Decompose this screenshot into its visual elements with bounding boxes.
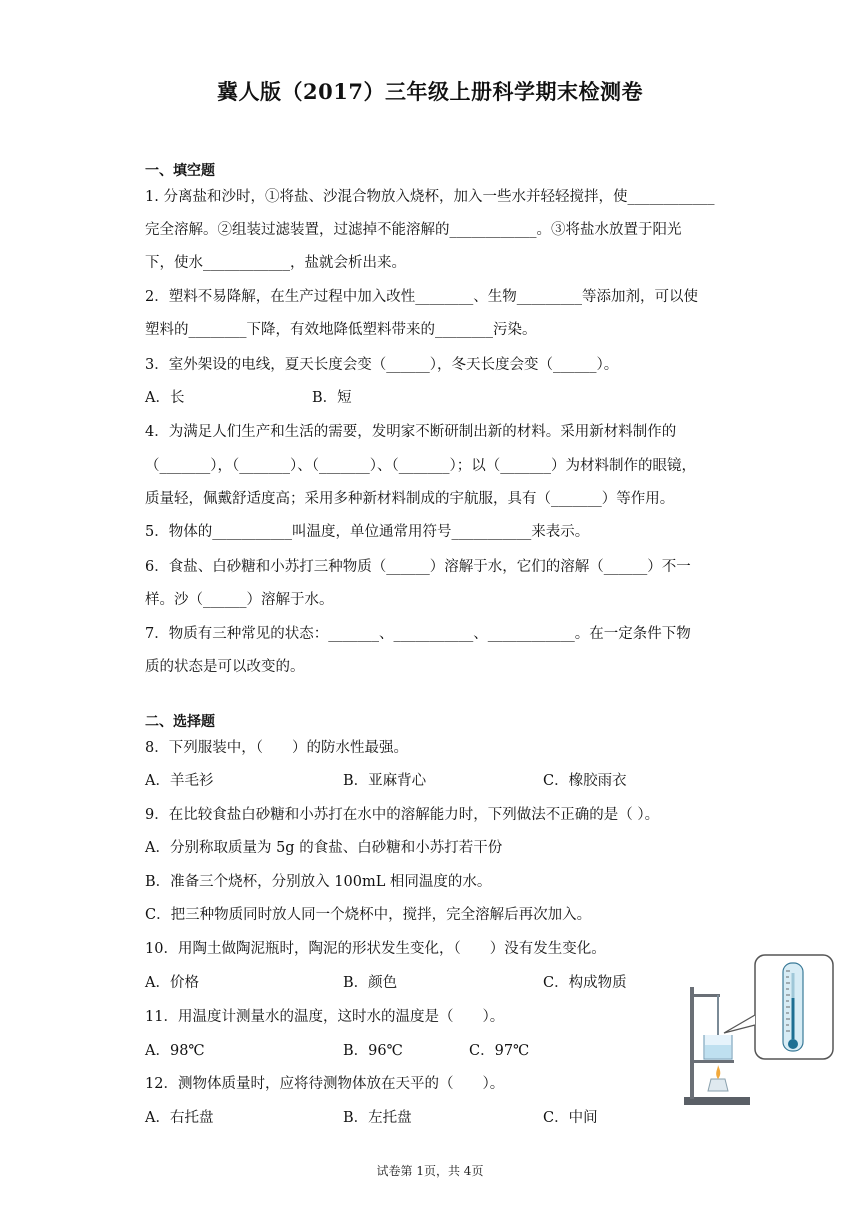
section-fill-heading: 一、填空题 <box>145 163 215 179</box>
question-9-option-b: B．准备三个烧杯，分别放入 100mL 相同温度的水。 <box>145 874 492 890</box>
question-10: 10．用陶土做陶泥瓶时，陶泥的形状发生变化，（ ）没有发生变化。 <box>145 941 606 957</box>
question-8-option-b: B．亚麻背心 <box>343 773 427 789</box>
question-6-line-1: 6．食盐、白砂糖和小苏打三种物质（______）溶解于水，它们的溶解（______）不一 <box>145 559 691 575</box>
question-9: 9．在比较食盐白砂糖和小苏打在水中的溶解能力时，下列做法不正确的是（ ）。 <box>145 807 660 823</box>
page-title: 冀人版（2017）三年级上册科学期末检测卷 <box>217 79 643 104</box>
question-11-option-a: A．98℃ <box>145 1043 205 1059</box>
question-12: 12．测物体质量时，应将待测物体放在天平的（ ）。 <box>145 1076 505 1092</box>
question-11: 11．用温度计测量水的温度，这时水的温度是（ ）。 <box>145 1009 505 1025</box>
question-11-option-c: C．97℃ <box>469 1043 530 1059</box>
question-1-line-1: 1. 分离盐和沙时，①将盐、沙混合物放入烧杯，加入一些水并轻轻搅拌，使____________ <box>145 189 715 205</box>
question-3-option-a: A．长 <box>145 390 185 406</box>
question-8-option-c: C．橡胶雨衣 <box>543 773 627 789</box>
question-1-line-3: 下，使水____________，盐就会析出来。 <box>145 255 406 271</box>
question-12-option-c: C．中间 <box>543 1110 598 1126</box>
question-4-line-2: （_______），（_______）、（_______）、（_______）；以（_______）为材料制作的眼镜， <box>145 458 696 474</box>
question-5: 5．物体的___________叫温度，单位通常用符号___________来表示。 <box>145 524 590 540</box>
question-4-line-1: 4．为满足人们生产和生活的需要，发明家不断研制出新的材料。采用新材料制作的 <box>145 424 677 440</box>
section-choice-heading: 二、选择题 <box>145 714 215 730</box>
question-3: 3．室外架设的电线，夏天长度会变（______），冬天长度会变（______）。 <box>145 357 619 373</box>
question-12-option-a: A．右托盘 <box>145 1110 214 1126</box>
thermometer-apparatus-figure <box>680 953 840 1113</box>
question-12-option-b: B．左托盘 <box>343 1110 412 1126</box>
question-8-option-a: A．羊毛衫 <box>145 773 214 789</box>
question-2-line-2: 塑料的________下降，有效地降低塑料带来的________污染。 <box>145 322 537 338</box>
question-10-option-c: C．构成物质 <box>543 975 627 991</box>
question-9-option-a: A．分别称取质量为 5g 的食盐、白砂糖和小苏打若干份 <box>145 840 503 856</box>
question-7-line-2: 质的状态是可以改变的。 <box>145 659 305 675</box>
question-8: 8．下列服装中，（ ）的防水性最强。 <box>145 740 408 756</box>
question-7-line-1: 7．物质有三种常见的状态：_______、___________、____________。在一定条件下物 <box>145 626 691 642</box>
page-footer: 试卷第 1页，共 4页 <box>376 1164 484 1178</box>
question-9-option-c: C．把三种物质同时放人同一个烧杯中，搅拌，完全溶解后再次加入。 <box>145 907 592 923</box>
question-10-option-a: A．价格 <box>145 975 199 991</box>
question-11-option-b: B．96℃ <box>343 1043 403 1059</box>
question-1-line-2: 完全溶解。②组装过滤装置，过滤掉不能溶解的____________。③将盐水放置于阳光 <box>145 222 682 238</box>
question-3-option-b: B．短 <box>312 390 352 406</box>
question-2-line-1: 2．塑料不易降解，在生产过程中加入改性________、生物_________等添加剂，可以使 <box>145 289 698 305</box>
question-6-line-2: 样。沙（______）溶解于水。 <box>145 592 334 608</box>
question-4-line-3: 质量轻，佩戴舒适度高；采用多种新材料制成的宇航服，具有（_______）等作用。 <box>145 491 675 507</box>
question-10-option-b: B．颜色 <box>343 975 398 991</box>
